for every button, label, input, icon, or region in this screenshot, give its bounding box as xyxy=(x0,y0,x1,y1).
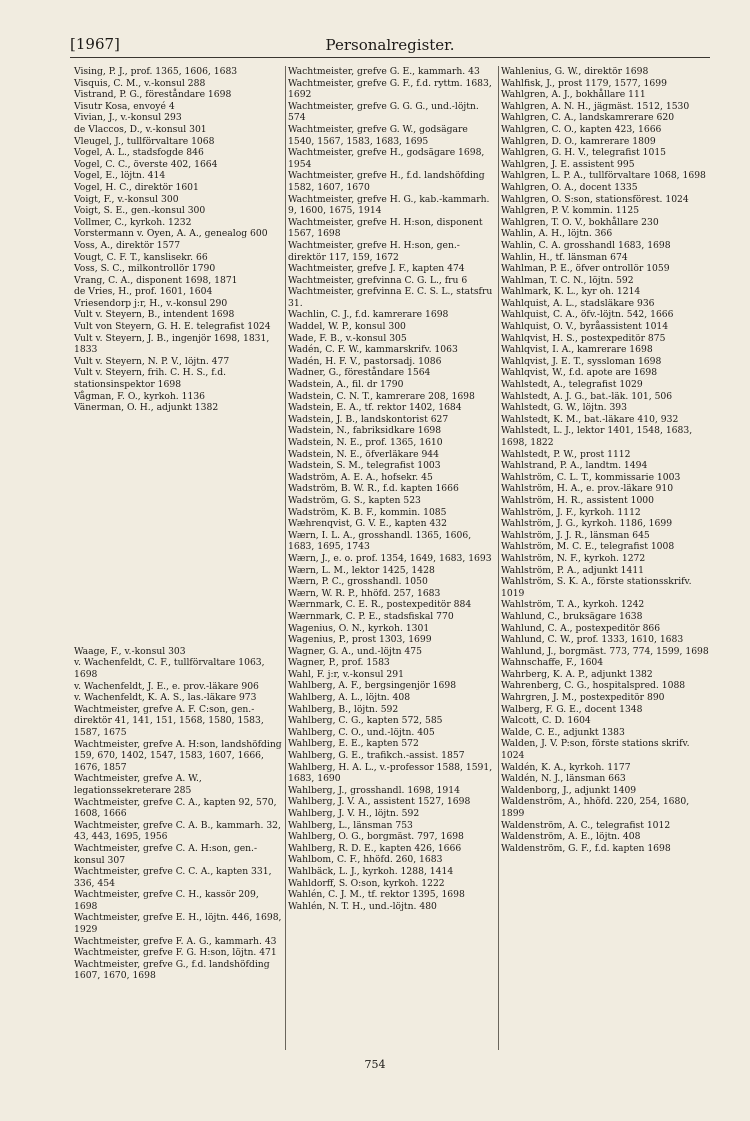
register-entry: Wachtmeister, grefve H. G., kab.-kammarh. 9, 1600, 1675, 1914 xyxy=(288,193,490,217)
register-entry: Wahlstedt, P. W., prost 1112 xyxy=(501,448,631,460)
register-entry: Wahlfisk, J., prost 1179, 1577, 1699 xyxy=(501,77,667,89)
register-entry: Wahlberg, R. D. E., kapten 426, 1666 xyxy=(288,842,462,854)
register-entry: Wahlund, C. A., postexpeditör 866 xyxy=(501,622,661,634)
register-entry: Voigt, F., v.-konsul 300 xyxy=(74,193,179,205)
register-entry: Vågman, F. O., kyrkoh. 1136 xyxy=(74,390,206,402)
register-entry: Wahlström, J. G., kyrkoh. 1186, 1699 xyxy=(501,518,673,530)
page-number: 754 xyxy=(364,1058,386,1071)
register-entry: Wahrenberg, C. G., hospitalspred. 1088 xyxy=(501,680,686,692)
register-entry: Wahlstedt, K. M., bat.-läkare 410, 932 xyxy=(501,413,679,425)
register-entry: Wadstein, N., fabriksidkare 1698 xyxy=(288,425,442,437)
register-entry: Wachtmeister, grefve C. C. A., kapten 331, 336, 454 xyxy=(74,866,272,889)
register-entry: Wahlmark, K. L., kyr oh. 1214 xyxy=(501,286,641,298)
register-entry: Wahlberg, J., grosshandl. 1698, 1914 xyxy=(288,784,460,796)
letter-section-gap xyxy=(74,414,283,646)
register-entry: Vult v. Steyern, frih. C. H. S., f.d. stationsinspektor 1698 xyxy=(74,367,227,391)
register-entry: Wachtmeister, grefve C. A. H:son, gen.-konsul 307 xyxy=(74,842,258,866)
register-entry: Wahlbom, C. F., hhöfd. 260, 1683 xyxy=(288,854,443,866)
page-header xyxy=(70,33,710,58)
register-entry: Wahlgren, D. O., kamrerare 1809 xyxy=(501,135,656,147)
register-entry: Wahlgren, P. V. kommin. 1125 xyxy=(501,205,640,217)
register-entry: Wahlgren, A. J., bokhållare 111 xyxy=(501,89,646,101)
register-entry: Wahlstedt, G. W., löjtn. 393 xyxy=(501,402,627,414)
register-entry: Wærn, J., e. o. prof. 1354, 1649, 1683, 1693 xyxy=(288,552,492,564)
register-entry: Wachtmeister, grefve G. G. G., und.-löjtn. 574 xyxy=(288,100,479,124)
register-entry: Wahlén, C. J. M., tf. rektor 1395, 1698 xyxy=(288,889,465,901)
register-entry: Wachtmeister, grefve A. F. C:son, gen.-direktör 41, 141, 151, 1568, 1580, 1583, 1587, 1675 xyxy=(74,703,264,738)
register-entry: Wachtmeister, grefve G. W., godsägare 1540, 1567, 1583, 1683, 1695 xyxy=(288,123,468,147)
register-entry: Wahlman, T. C. N., löjtn. 592 xyxy=(501,274,634,286)
register-entry: Wachtmeister, grefve C. A., kapten 92, 570, 1608, 1666 xyxy=(74,796,277,820)
register-entry: Wahlgren, A. N. H., jägmäst. 1512, 1530 xyxy=(501,100,690,112)
register-entry: Wahlund, C. W., prof. 1333, 1610, 1683 xyxy=(501,634,684,646)
register-entry: Wahlgren, G. H. V., telegrafist 1015 xyxy=(501,147,667,159)
register-entry: Wahlgren, J. E. assistent 995 xyxy=(501,158,635,170)
register-entry: Wachtmeister, grefve F. G. H:son, löjtn. 471 xyxy=(74,947,277,959)
register-entry: Wahlqvist, J. E. T., syssloman 1698 xyxy=(501,355,662,367)
register-entry: Vult von Steyern, G. H. E. telegrafist 1024 xyxy=(74,321,271,333)
register-entry: Wahlgren, O. S:son, stationsförest. 1024 xyxy=(501,193,689,205)
register-entry: Vleugel, J., tullförvaltare 1068 xyxy=(74,135,215,147)
register-entry: Vult v. Steyern, B., intendent 1698 xyxy=(74,309,235,321)
register-entry: Vogel, H. C., direktör 1601 xyxy=(74,181,199,193)
register-entry: Waldén, N. J., länsman 663 xyxy=(501,773,626,785)
register-entry: Wæhrenqvist, G. V. E., kapten 432 xyxy=(288,518,447,530)
register-entry: Waldenborg, J., adjunkt 1409 xyxy=(501,784,637,796)
register-entry: Wadström, G. S., kapten 523 xyxy=(288,494,421,506)
register-entry: Wachtmeister, grefve G. E., kammarh. 43 xyxy=(288,66,480,77)
register-entry: Wahlberg, B., löjtn. 592 xyxy=(288,703,399,715)
register-entry: Wahlström, N. F., kyrkoh. 1272 xyxy=(501,552,646,564)
register-entry: Vogel, E., löjtn. 414 xyxy=(74,170,166,182)
register-column-1 xyxy=(72,66,285,1050)
register-entry: Wadström, B. W. R., f.d. kapten 1666 xyxy=(288,483,459,495)
register-entry: Wachtmeister, grefve C. H., kassör 209, 1698 xyxy=(74,889,259,912)
register-entry: Waldenström, A., hhöfd. 220, 254, 1680, 1899 xyxy=(501,796,690,819)
register-entry: de Vlaccos, D., v.-konsul 301 xyxy=(74,123,207,135)
register-entry: Wahlström, C. L. T., kommissarie 1003 xyxy=(501,471,681,483)
register-entry: Wahlquist, C. A., öfv.-löjtn. 542, 1666 xyxy=(501,309,674,321)
register-entry: Voss, A., direktör 1577 xyxy=(74,239,181,251)
register-entry: Visutr Kosa, envoyé 4 xyxy=(74,100,175,112)
register-entry: Wahlquist, A. L., stadsläkare 936 xyxy=(501,297,655,309)
register-entry: Wachtmeister, grefve C. A. B., kammarh. 32, 43, 443, 1695, 1956 xyxy=(74,819,281,843)
register-entry: Wahlström, M. C. E., telegrafist 1008 xyxy=(501,541,675,553)
register-entry: Wærn, W. R. P., hhöfd. 257, 1683 xyxy=(288,587,441,599)
register-entry: Wahlstedt, L. J., lektor 1401, 1548, 1683, 1698, 1822 xyxy=(501,425,693,448)
register-entry: Wahlenius, G. W., direktör 1698 xyxy=(501,66,649,77)
register-columns xyxy=(72,66,712,1050)
register-entry: Waldén, K. A., kyrkoh. 1177 xyxy=(501,761,631,773)
register-entry: Waldenström, A. E., löjtn. 408 xyxy=(501,831,641,843)
register-entry: Wadstein, E. A., tf. rektor 1402, 1684 xyxy=(288,402,462,414)
register-entry: Wærnmark, C. E. R., postexpeditör 884 xyxy=(288,599,472,611)
register-entry: Wahlström, S. K. A., förste stationsskrifv. 1019 xyxy=(501,576,692,599)
register-entry: de Vries, H., prof. 1601, 1604 xyxy=(74,286,213,298)
register-entry: Wahlberg, O. G., borgmäst. 797, 1698 xyxy=(288,831,464,843)
register-entry: Vollmer, C., kyrkoh. 1232 xyxy=(74,216,192,228)
register-entry: Wahlin, C. A. grosshandl 1683, 1698 xyxy=(501,239,671,251)
register-entry: Wahlberg, J. V. H., löjtn. 592 xyxy=(288,808,420,819)
register-entry: Vivian, J., v.-konsul 293 xyxy=(74,112,182,124)
register-entry: Wahlberg, L., länsman 753 xyxy=(288,819,413,831)
register-entry: Wadstein, N. E., prof. 1365, 1610 xyxy=(288,437,443,448)
page-year: [1967] xyxy=(70,35,120,53)
register-entry: Wahlstedt, A. J. G., bat.-läk. 101, 506 xyxy=(501,390,673,402)
register-entry: Vriesendorp j:r, H., v.-konsul 290 xyxy=(74,297,228,309)
register-entry: Waddel, W. P., konsul 300 xyxy=(288,321,406,333)
register-entry: Vistrand, P. G., föreståndare 1698 xyxy=(74,89,232,101)
register-entry: Wahlin, A. H., löjtn. 366 xyxy=(501,228,613,240)
register-entry: Vrang, C. A., disponent 1698, 1871 xyxy=(74,274,238,286)
register-entry: Wahlén, N. T. H., und.-löjtn. 480 xyxy=(288,900,437,912)
register-entry: Vorstermann v. Oyen, A. A., genealog 600 xyxy=(74,228,268,240)
register-entry: Waldenström, G. F., f.d. kapten 1698 xyxy=(501,842,671,854)
register-entry: Wadén, H. F. V., pastorsadj. 1086 xyxy=(288,355,442,367)
register-entry: Wachtmeister, grefve A. H:son, landshöfding 159, 670, 1402, 1547, 1583, 1607, 1666, 1676, 1857 xyxy=(74,738,282,773)
register-entry: Wahlström, H. A., e. prov.-läkare 910 xyxy=(501,483,674,495)
register-entry: Wahnschaffe, F., 1604 xyxy=(501,657,604,669)
register-entry: Wagenius, P., prost 1303, 1699 xyxy=(288,634,432,646)
register-entry: Wahlqvist, W., f.d. apote are 1698 xyxy=(501,367,658,379)
register-entry: Wahlqvist, I. A., kamrerare 1698 xyxy=(501,344,653,356)
register-entry: Wahlström, J. J. R., länsman 645 xyxy=(501,529,650,541)
register-entry: Wærn, P. C., grosshandl. 1050 xyxy=(288,576,428,588)
register-entry: Visquis, C. M., v.-konsul 288 xyxy=(74,77,206,89)
register-entry: Vougt, C. F. T., kanslisekr. 66 xyxy=(74,251,208,263)
register-entry: Wahlgren, T. O. V., bokhållare 230 xyxy=(501,216,659,228)
register-entry: Wahrberg, K. A. P., adjunkt 1382 xyxy=(501,668,653,680)
register-entry: Wahlberg, J. V. A., assistent 1527, 1698 xyxy=(288,796,471,808)
register-entry: Wahlund, J., borgmäst. 773, 774, 1599, 1698 xyxy=(501,645,709,657)
register-entry: Wagner, G. A., und.-löjtn 475 xyxy=(288,645,422,657)
register-entry: Wahl, F. j:r, v.-konsul 291 xyxy=(288,668,404,680)
register-entry: Waage, F., v.-konsul 303 xyxy=(74,645,186,657)
register-entry: Vogel, A. L., stadsfogde 846 xyxy=(74,147,204,159)
register-entry: Walde, C. E., adjunkt 1383 xyxy=(501,726,625,738)
register-entry: Wadner, G., föreståndare 1564 xyxy=(288,367,431,379)
register-entry: Wachtmeister, grefve H. H:son, gen.-direktör 117, 159, 1672 xyxy=(288,239,460,263)
register-entry: Wahlman, P. E., öfver ontrollör 1059 xyxy=(501,263,670,275)
register-entry: Wachtmeister, grefvinna E. C. S. L., statsfru 31. xyxy=(288,286,493,309)
register-entry: Wahlgren, O. A., docent 1335 xyxy=(501,181,638,193)
register-entry: Waldenström, A. C., telegrafist 1012 xyxy=(501,819,671,831)
register-entry: Wahlberg, H. A. L., v.-professor 1588, 1591, 1683, 1690 xyxy=(288,761,493,785)
register-entry: Wachtmeister, grefve F. A. G., kammarh. 43 xyxy=(74,935,277,947)
register-entry: Wahlund, C., bruksägare 1638 xyxy=(501,610,643,622)
register-entry: Wahlberg, A. F., bergsingenjör 1698 xyxy=(288,680,457,692)
register-entry: Wachtmeister, grefve E. H., löjtn. 446, 1698, 1929 xyxy=(74,912,282,936)
register-entry: Wachtmeister, grefve J. F., kapten 474 xyxy=(288,263,465,275)
register-entry: Wahlström, P. A., adjunkt 1411 xyxy=(501,564,645,576)
register-entry: Wadén, C. F. W., kammarskrifv. 1063 xyxy=(288,344,458,356)
register-entry: Wahrgren, J. M., postexpeditör 890 xyxy=(501,692,665,704)
register-entry: Wachlin, C. J., f.d. kamrerare 1698 xyxy=(288,309,449,321)
register-entry: Wahlberg, C. O., und.-löjtn. 405 xyxy=(288,726,435,738)
register-entry: Wahlbäck, L. J., kyrkoh. 1288, 1414 xyxy=(288,865,454,877)
register-entry: Vising, P. J., prof. 1365, 1606, 1683 xyxy=(74,66,238,77)
register-entry: Wahlstrand, P. A., landtm. 1494 xyxy=(501,460,648,472)
register-entry: Wærnmark, C. P. E., stadsfiskal 770 xyxy=(288,610,454,622)
page-title: Personalregister. xyxy=(325,36,455,54)
register-entry: Wærn, I. L. A., grosshandl. 1365, 1606, 1683, 1695, 1743 xyxy=(288,529,472,553)
register-entry: Wahlberg, C. G., kapten 572, 585 xyxy=(288,715,443,727)
register-entry: Wadstein, C. N. T., kamrerare 208, 1698 xyxy=(288,390,475,402)
register-entry: v. Wachenfeldt, K. A. S., las.-läkare 973 xyxy=(74,692,257,704)
register-entry: Wachtmeister, grefve G. F., f.d. ryttm. 1683, 1692 xyxy=(288,77,492,101)
register-entry: Wachtmeister, grefve G., f.d. landshöfding 1607, 1670, 1698 xyxy=(74,958,270,982)
register-entry: Wahlquist, O. V., byråassistent 1014 xyxy=(501,321,669,333)
register-entry: Wahlin, H., tf. länsman 674 xyxy=(501,251,628,263)
register-entry: Wahlqvist, H. S., postexpeditör 875 xyxy=(501,332,666,344)
register-entry: Vult v. Steyern, J. B., ingenjör 1698, 1831, 1833 xyxy=(74,332,270,356)
register-entry: Wahlgren, L. P. A., tullförvaltare 1068, 1698 xyxy=(501,170,706,182)
register-entry: Wahlstedt, A., telegrafist 1029 xyxy=(501,379,643,391)
register-entry: Wahlström, J. F., kyrkoh. 1112 xyxy=(501,506,641,518)
register-entry: Wahlgren, C. O., kapten 423, 1666 xyxy=(501,123,662,135)
register-entry: Wahlgren, C. A., landskamrerare 620 xyxy=(501,112,675,124)
register-entry: Wachtmeister, grefve H. H:son, disponent 1567, 1698 xyxy=(288,216,483,240)
register-entry: v. Wachenfeldt, J. E., e. prov.-läkare 906 xyxy=(74,680,259,692)
register-column-3 xyxy=(498,66,711,1050)
register-entry: Voigt, S. E., gen.-konsul 300 xyxy=(74,205,206,217)
register-entry: Walberg, F. G. E., docent 1348 xyxy=(501,703,643,715)
register-entry: Wadstein, A., fil. dr 1790 xyxy=(288,379,404,391)
register-entry: Voss, S. C., milkontrollör 1790 xyxy=(74,263,216,275)
register-entry: Wade, F. B., v.-konsul 305 xyxy=(288,332,407,344)
register-entry: Vult v. Steyern, N. P. V., löjtn. 477 xyxy=(74,355,230,367)
register-entry: Wadström, A. E. A., hofsekr. 45 xyxy=(288,471,433,483)
register-entry: Wahlberg, A. L., löjtn. 408 xyxy=(288,692,411,704)
register-entry: Wachtmeister, grefve H., godsägare 1698, 1954 xyxy=(288,147,485,170)
register-entry: Wahlström, T. A., kyrkoh. 1242 xyxy=(501,599,645,611)
register-entry: Wagenius, O. N., kyrkoh. 1301 xyxy=(288,622,430,634)
register-entry: v. Wachenfeldt, C. F., tullförvaltare 1063, 1698 xyxy=(74,657,265,680)
register-entry: Wagner, P., prof. 1583 xyxy=(288,657,390,669)
register-entry: Wachtmeister, grefve H., f.d. landshöfding 1582, 1607, 1670 xyxy=(288,170,485,193)
register-entry: Wadstein, S. M., telegrafist 1003 xyxy=(288,460,441,472)
register-entry: Vänerman, O. H., adjunkt 1382 xyxy=(74,402,219,414)
register-entry: Wahlberg, G. E., trafikch.-assist. 1857 xyxy=(288,750,465,762)
register-entry: Wadström, K. B. F., kommin. 1085 xyxy=(288,506,447,518)
register-entry: Wahldorff, S. O:son, kyrkoh. 1222 xyxy=(288,877,445,889)
register-entry: Wachtmeister, grefve A. W., legationssekreterare 285 xyxy=(74,773,202,796)
register-entry: Vogel, C. C., överste 402, 1664 xyxy=(74,158,218,170)
register-entry: Walden, J. V. P:son, förste stations skrifv. 1024 xyxy=(501,738,690,762)
register-column-2 xyxy=(285,66,498,1050)
register-entry: Wadstein, J. B., landskontorist 627 xyxy=(288,413,449,425)
register-entry: Walcott, C. D. 1604 xyxy=(501,715,591,727)
register-entry: Wadstein, N. E., öfverläkare 944 xyxy=(288,448,439,460)
register-entry: Wahlberg, E. E., kapten 572 xyxy=(288,738,419,750)
register-entry: Wærn, L. M., lektor 1425, 1428 xyxy=(288,564,435,576)
register-entry: Wachtmeister, grefvinna C. G. L., fru 6 xyxy=(288,274,468,286)
register-entry: Wahlström, H. R., assistent 1000 xyxy=(501,494,654,506)
